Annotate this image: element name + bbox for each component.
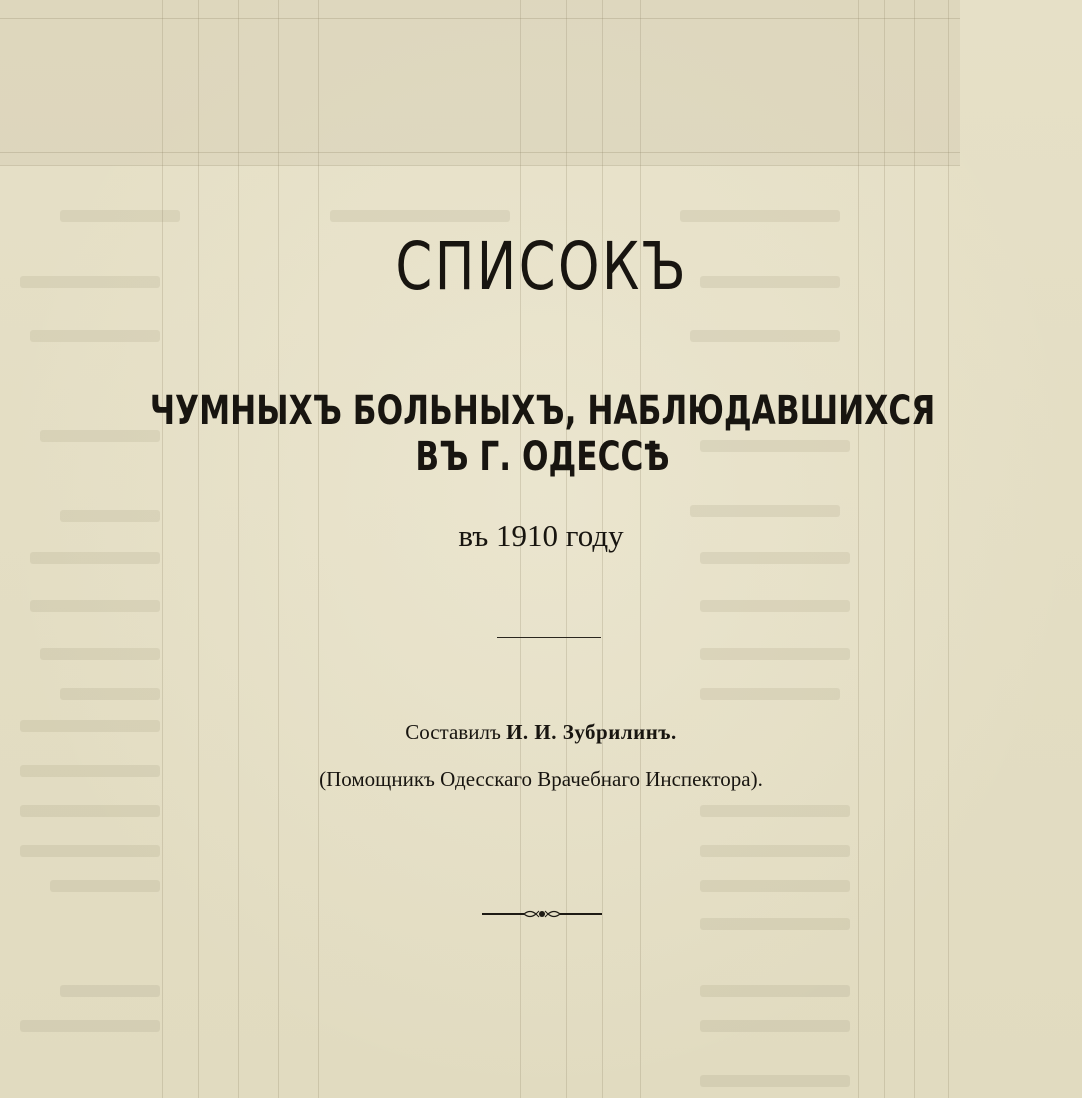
- ornament-icon: [482, 906, 602, 922]
- document-title: СПИСОКЪ: [395, 228, 689, 305]
- document-subtitle: ЧУМНЫХЪ БОЛЬНЫХЪ, НАБЛЮДАВШИХСЯ ВЪ Г. ОДЕССѢ: [149, 388, 936, 480]
- year-line: въ 1910 году: [458, 518, 624, 553]
- compiler-position: (Помощникъ Одесскаго Врачебнаго Инспектора).: [319, 767, 763, 791]
- compiler-line: [0, 720, 1082, 745]
- compiler-name: И. И. Зубрилинъ.: [506, 720, 677, 744]
- compiled-by-label: Составилъ: [405, 720, 501, 744]
- divider-rule: [497, 637, 601, 638]
